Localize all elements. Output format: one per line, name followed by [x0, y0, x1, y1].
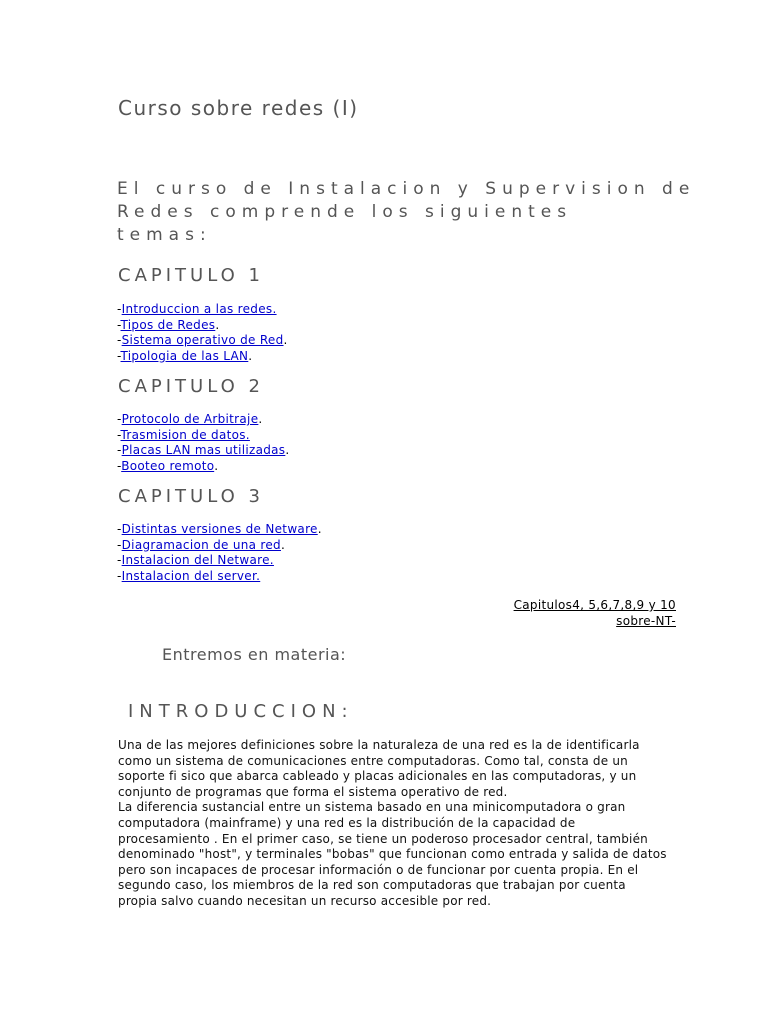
topic-link-diagramacion-red[interactable]: Diagramacion de una red — [121, 537, 281, 552]
body-line: La diferencia sustancial entre un sistema basado en una minicomputadora o gran — [118, 800, 626, 815]
topic-dash: - — [117, 458, 122, 473]
body-line: propia salvo cuando necesitan un recurso accesible por red. — [118, 893, 492, 908]
body-line: procesamiento . En el primer caso, se tiene un poderoso procesador central, también — [118, 831, 648, 846]
topic-link-placas-lan[interactable]: Placas LAN mas utilizadas — [121, 443, 286, 457]
topic-suffix: . — [283, 333, 288, 347]
chapter-1-topics — [117, 302, 288, 364]
topic-item — [117, 459, 289, 475]
topic-item — [117, 538, 322, 554]
topic-item — [117, 349, 288, 365]
body-line: soporte fi sico que abarca cableado y placas adicionales en las computadoras, y un — [118, 769, 637, 784]
topic-link-versiones-netware[interactable]: Distintas versiones de Netware — [121, 522, 318, 536]
course-intro-line: temas: — [117, 225, 212, 245]
topic-item — [117, 318, 288, 334]
topic-suffix: . — [317, 522, 322, 536]
introduction-heading: INTRODUCCION: — [128, 701, 354, 722]
more-chapters-line: Capitulos4, 5,6,7,8,9 y 10 — [513, 598, 676, 612]
body-line: denominado "host", y terminales "bobas" que funcionan como entrada y salida de datos — [118, 847, 667, 862]
page-title: Curso sobre redes (I) — [118, 96, 359, 120]
chapter-3-heading: CAPITULO 3 — [118, 486, 264, 507]
more-chapters-link[interactable] — [514, 597, 676, 629]
topic-link-introduccion[interactable]: Introduccion a las redes. — [121, 302, 277, 316]
body-line: conjunto de programas que forma el sistema operativo de red. — [118, 784, 508, 799]
topic-link-instalacion-netware[interactable]: Instalacion del Netware. — [121, 553, 274, 567]
topic-dash: - — [117, 553, 122, 567]
topic-suffix: . — [214, 458, 219, 473]
enter-subject-text: Entremos en materia: — [162, 645, 347, 664]
topic-suffix: . — [248, 348, 253, 363]
course-intro-line: Redes comprende los siguientes — [117, 202, 573, 222]
topic-item — [117, 302, 288, 318]
topic-suffix: . — [215, 317, 220, 332]
chapter-3-topics — [117, 522, 322, 584]
chapter-2-topics — [117, 412, 289, 474]
topic-item — [117, 443, 289, 459]
topic-suffix: . — [258, 412, 263, 426]
more-chapters-line: sobre-NT- — [616, 614, 676, 628]
more-chapters-link-block — [514, 597, 676, 629]
body-line: como un sistema de comunicaciones entre computadoras. Como tal, consta de un — [118, 753, 628, 768]
topic-dash: - — [117, 317, 121, 332]
topic-dash: - — [117, 412, 122, 426]
topic-link-trasmision-datos[interactable]: Trasmision de datos. — [120, 427, 250, 442]
body-line: computadora (mainframe) y una red es la distribución de la capacidad de — [118, 815, 576, 830]
course-intro-heading — [117, 178, 697, 247]
body-line: Una de las mejores definiciones sobre la naturaleza de una red es la de identificarla — [118, 738, 640, 752]
topic-dash: - — [117, 522, 122, 536]
topic-link-protocolo-arbitraje[interactable]: Protocolo de Arbitraje — [121, 412, 259, 426]
topic-item — [117, 522, 322, 538]
topic-dash: - — [117, 302, 122, 316]
topic-link-tipos-de-redes[interactable]: Tipos de Redes — [120, 317, 216, 332]
topic-dash: - — [117, 348, 121, 363]
body-line: segundo caso, los miembros de la red son computadoras que trabajan por cuenta — [118, 878, 626, 893]
topic-dash: - — [117, 427, 121, 442]
chapter-1-heading: CAPITULO 1 — [118, 265, 264, 286]
body-line: pero son incapaces de procesar información o de funcionar por cuenta propia. En el — [118, 862, 639, 877]
topic-item — [117, 412, 289, 428]
topic-dash: - — [117, 443, 122, 457]
topic-item — [117, 569, 322, 585]
topic-dash: - — [117, 537, 122, 552]
topic-link-instalacion-server[interactable]: Instalacion del server. — [121, 568, 261, 583]
topic-dash: - — [117, 333, 122, 347]
topic-dash: - — [117, 568, 122, 583]
topic-link-booteo-remoto[interactable]: Booteo remoto — [121, 458, 215, 473]
chapter-2-heading: CAPITULO 2 — [118, 376, 264, 397]
topic-item — [117, 333, 288, 349]
topic-link-tipologia-lan[interactable]: Tipologia de las LAN — [120, 348, 249, 363]
topic-item — [117, 428, 289, 444]
topic-item — [117, 553, 322, 569]
topic-suffix: . — [285, 443, 290, 457]
topic-suffix: . — [280, 537, 286, 552]
topic-link-sistema-operativo[interactable]: Sistema operativo de Red — [121, 333, 284, 347]
introduction-body — [118, 738, 718, 910]
course-intro-line: El curso de Instalacion y Supervision de — [117, 179, 696, 199]
